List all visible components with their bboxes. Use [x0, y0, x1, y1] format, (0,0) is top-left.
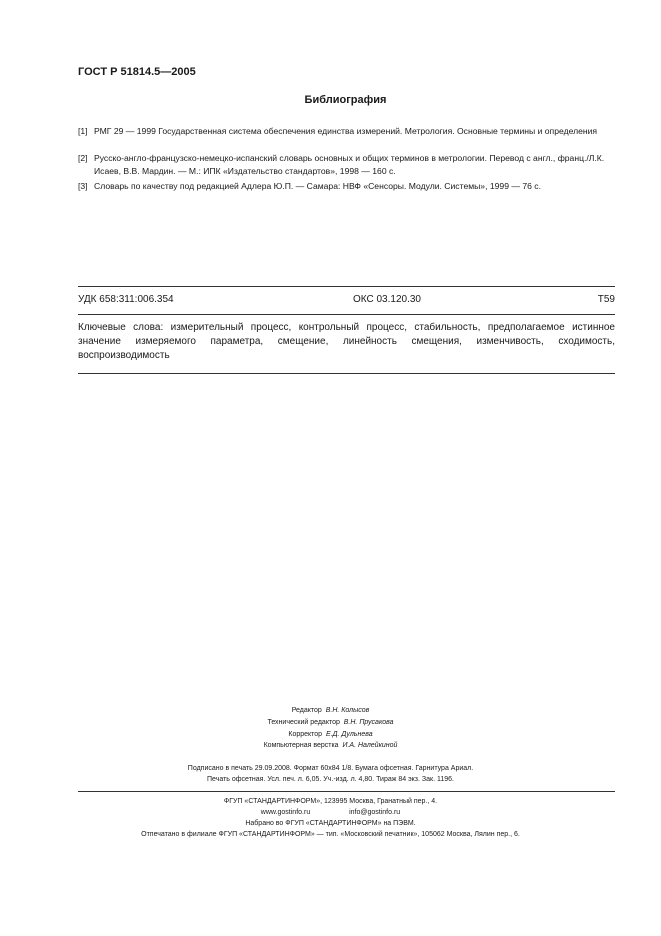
- layout-line: [0, 741, 661, 751]
- bibliography-entry: [78, 152, 618, 178]
- publisher-line-4: Отпечатано в филиале ФГУП «СТАНДАРТИНФОРМ» — тип. «Московский печатник», 105062 Москва, Лялин пер., 6.: [141, 831, 520, 838]
- tech-editor-name: В.Н. Прусакова: [343, 719, 394, 726]
- divider: [78, 314, 615, 315]
- editor-label: Редактор: [291, 707, 322, 714]
- proofreader-line: [0, 730, 661, 740]
- bibliography-entry: [78, 125, 618, 138]
- divider: [78, 286, 615, 287]
- entry-number: [2]: [78, 153, 88, 163]
- udc-code: УДК 658:311:006.354: [78, 294, 174, 305]
- divider: [78, 791, 615, 792]
- bibliography-title: Библиография: [304, 94, 387, 106]
- print-info-line-1: Подписано в печать 29.09.2008. Формат 60x84 1/8. Бумага офсетная. Гарнитура Ариал.: [187, 765, 474, 772]
- entry-number: [3]: [78, 181, 88, 191]
- publisher-line-1: ФГУП «СТАНДАРТИНФОРМ», 123995 Москва, Гранатный пер., 4.: [223, 798, 438, 805]
- proofreader-name: Е.Д. Дульнева: [325, 731, 373, 738]
- divider: [78, 373, 615, 374]
- layout-name: И.А. Налейкиной: [342, 742, 398, 749]
- bibliography-entry: [78, 180, 618, 193]
- standard-number: ГОСТ Р 51814.5—2005: [78, 66, 196, 78]
- layout-label: Компьютерная верстка: [263, 742, 339, 749]
- publisher-line-3: Набрано во ФГУП «СТАНДАРТИНФОРМ» на ПЭВМ.: [245, 820, 416, 827]
- classification-row: [78, 294, 615, 308]
- entry-number: [1]: [78, 126, 88, 136]
- oks-code: ОКС 03.120.30: [353, 294, 421, 305]
- editor-name: В.Н. Колысов: [325, 707, 370, 714]
- class-code: Т59: [597, 294, 615, 305]
- editor-line: [0, 706, 661, 716]
- tech-editor-line: [0, 718, 661, 728]
- keywords: Ключевые слова: измерительный процесс, контрольный процесс, стабильность, предполагаемое истинное значение измеряемого параметра, смещение, линейность смещения, изменчивость, сходимость, воспроизводимость: [78, 322, 615, 361]
- tech-editor-label: Технический редактор: [267, 719, 340, 726]
- proofreader-label: Корректор: [288, 731, 323, 738]
- entry-text: Русско-англо-французско-немецко-испанский словарь основных и общих терминов в метрологии. Перевод с англ., франц./Л.К. Исаев, В.В. Мардин. — М.: ИПК «Издательство стандартов», 1998 — 160 с.: [94, 153, 605, 176]
- entry-text: РМГ 29 — 1999 Государственная система обеспечения единства измерений. Метрология. Основные термины и определения: [94, 126, 598, 136]
- entry-text: Словарь по качеству под редакцией Адлера Ю.П. — Самара: НВФ «Сенсоры. Модули. Системы», 1999 — 76 с.: [94, 181, 541, 191]
- print-info-line-2: Печать офсетная. Усл. печ. л. 6,05. Уч.-изд. л. 4,80. Тираж 84 экз. Зак. 1196.: [207, 776, 454, 783]
- publisher-line-2: www.gostinfo.ru info@gostinfo.ru: [260, 809, 401, 816]
